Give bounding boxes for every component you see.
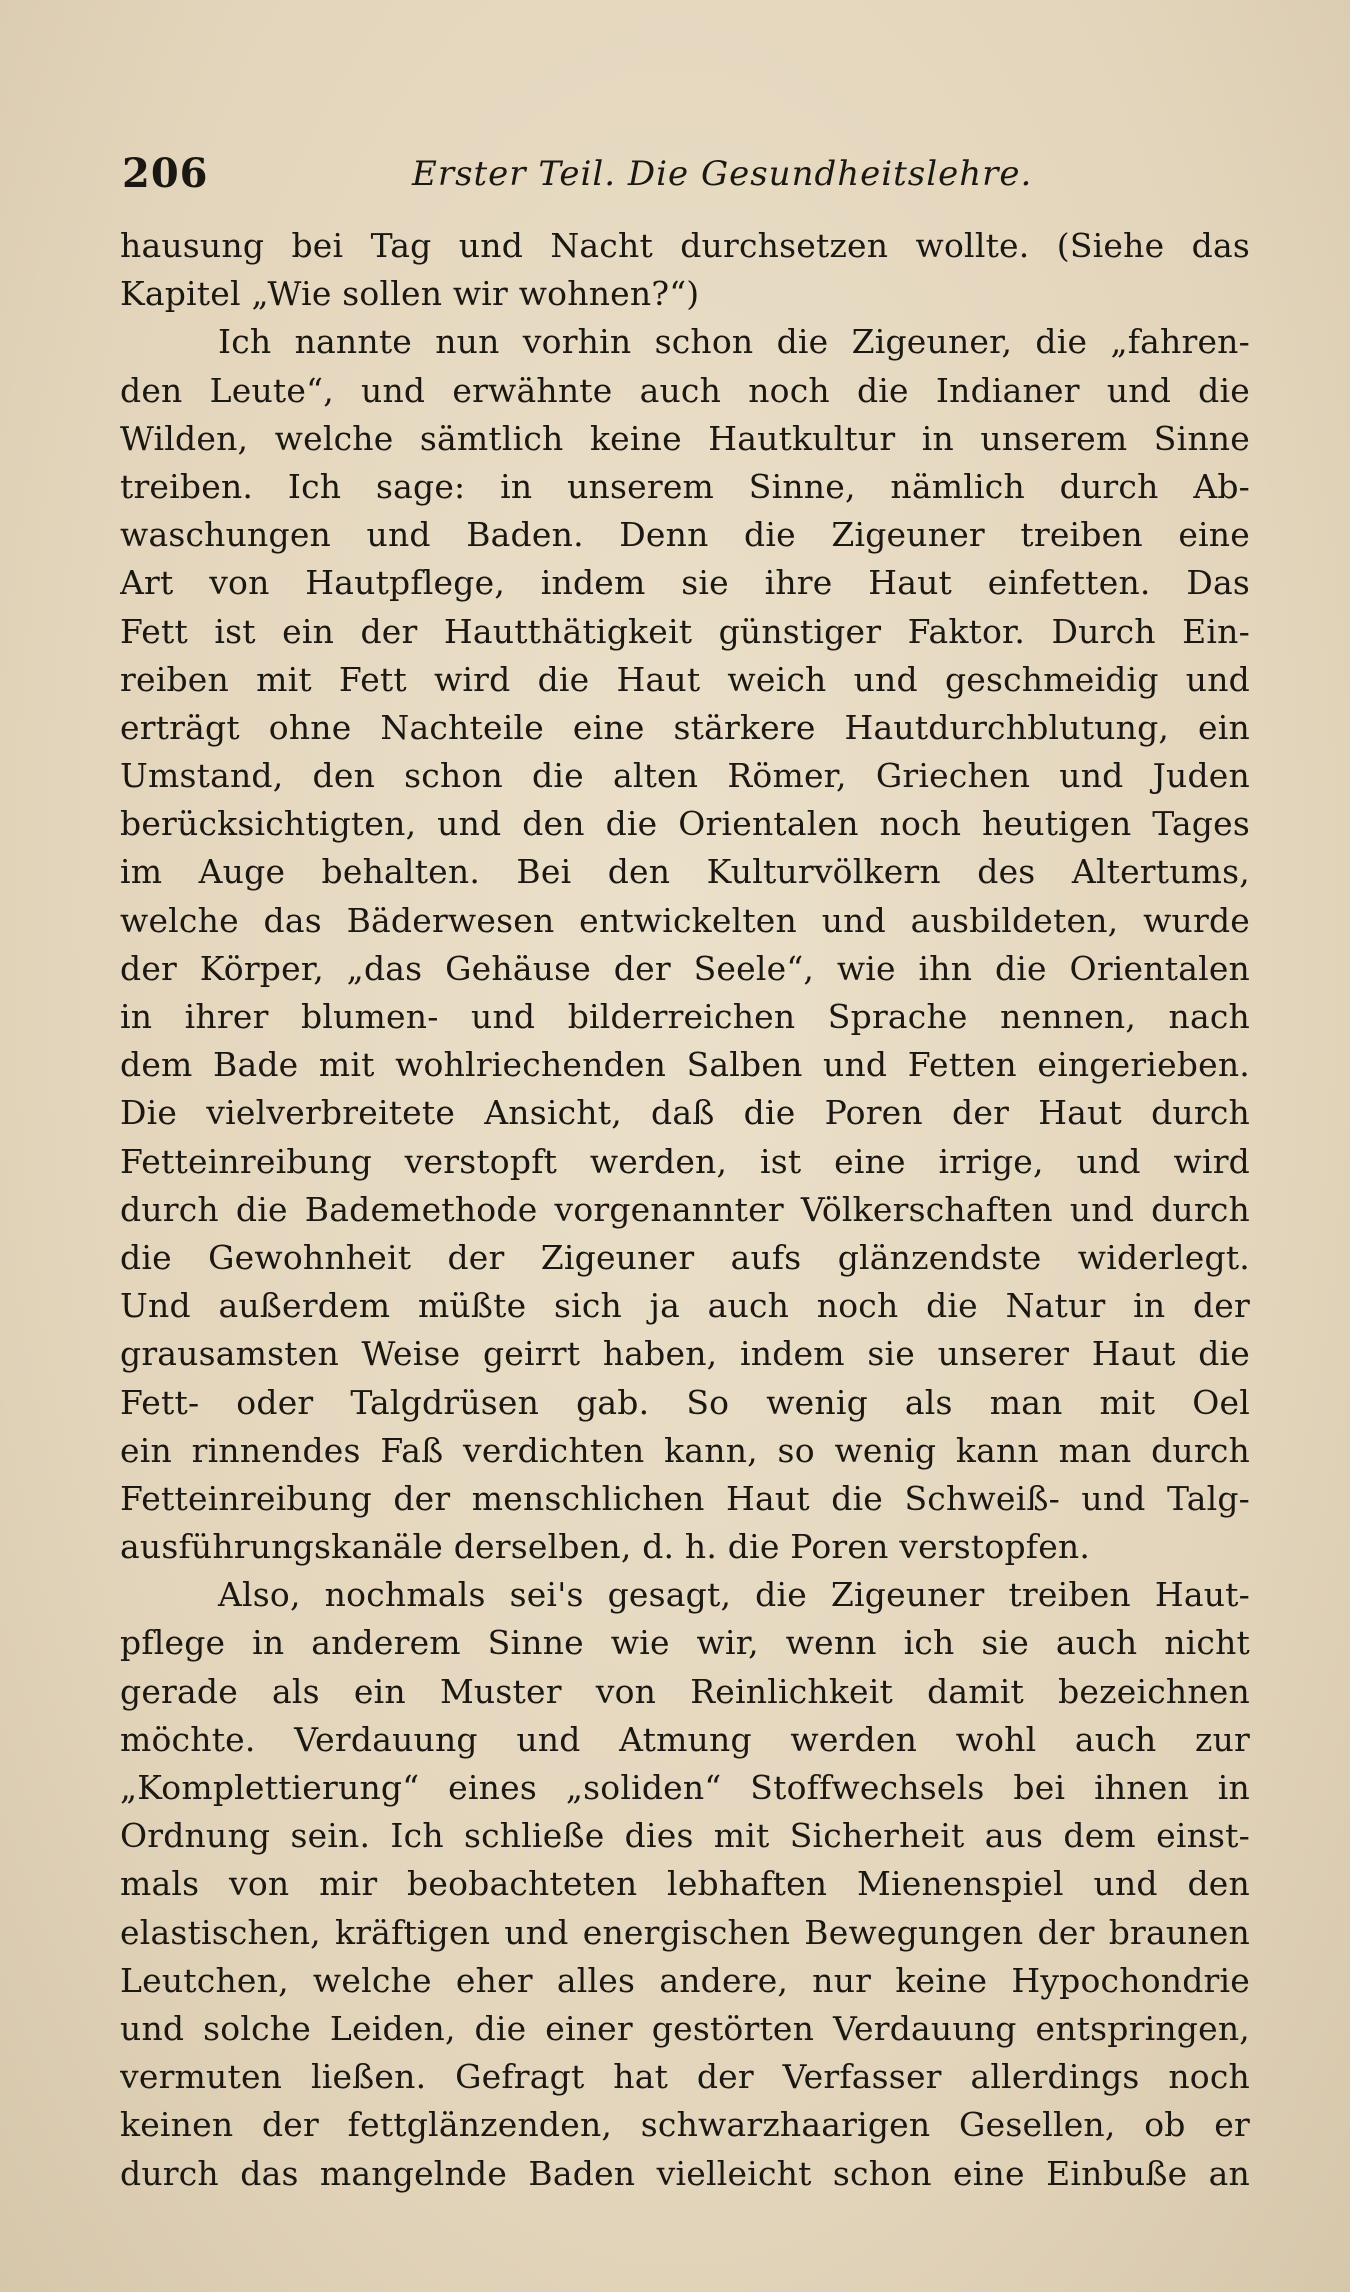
paragraph-first-line: Ich nannte nun vorhin schon die Zigeuner, die „fahren- xyxy=(218,322,1250,362)
text-line: die Gewohnheit der Zigeuner aufs glänzendste widerlegt. xyxy=(120,1237,1250,1277)
text-line: Umstand, den schon die alten Römer, Griechen und Juden xyxy=(120,756,1250,796)
running-head xyxy=(122,150,1252,210)
page-number: 206 xyxy=(122,150,209,197)
text-line: waschungen und Baden. Denn die Zigeuner treiben eine xyxy=(120,515,1250,555)
text-line: Fett ist ein der Hautthätigkeit günstiger Faktor. Durch Ein- xyxy=(120,611,1250,651)
text-line: reiben mit Fett wird die Haut weich und geschmeidig und xyxy=(120,659,1250,699)
text-line: dem Bade mit wohlriechenden Salben und Fetten eingerieben. xyxy=(120,1045,1250,1085)
text-line: gerade als ein Muster von Reinlichkeit damit bezeichnen xyxy=(120,1671,1250,1711)
text-line: elastischen, kräftigen und energischen Bewegungen der braunen xyxy=(120,1912,1250,1952)
text-line: Die vielverbreitete Ansicht, daß die Poren der Haut durch xyxy=(120,1093,1250,1133)
text-line: und solche Leiden, die einer gestörten Verdauung entspringen, xyxy=(120,2008,1250,2048)
text-line: erträgt ohne Nachteile eine stärkere Hautdurchblutung, ein xyxy=(120,707,1250,747)
text-line: Leutchen, welche eher alles andere, nur keine Hypochondrie xyxy=(120,1960,1250,2000)
text-line: pflege in anderem Sinne wie wir, wenn ich sie auch nicht xyxy=(120,1623,1250,1663)
text-line: Fetteinreibung der menschlichen Haut die Schweiß- und Talg- xyxy=(120,1478,1250,1518)
paragraph-first-line: Also, nochmals sei's gesagt, die Zigeuner treiben Haut- xyxy=(218,1575,1250,1615)
text-line: ein rinnendes Faß verdichten kann, so wenig kann man durch xyxy=(120,1430,1250,1470)
text-line: Kapitel „Wie sollen wir wohnen?“) xyxy=(120,274,700,314)
text-line: im Auge behalten. Bei den Kulturvölkern des Altertums, xyxy=(120,852,1250,892)
text-line: Fett- oder Talgdrüsen gab. So wenig als man mit Oel xyxy=(120,1382,1250,1422)
text-line: welche das Bäderwesen entwickelten und ausbildeten, wurde xyxy=(120,900,1250,940)
text-line: durch das mangelnde Baden vielleicht schon eine Einbuße an xyxy=(120,2153,1250,2193)
body-text xyxy=(120,222,1250,2198)
text-line: treiben. Ich sage: in unserem Sinne, nämlich durch Ab- xyxy=(120,466,1250,506)
text-line: Wilden, welche sämtlich keine Hautkultur in unserem Sinne xyxy=(120,418,1250,458)
text-line: Ordnung sein. Ich schließe dies mit Sicherheit aus dem einst- xyxy=(120,1816,1250,1856)
text-line: durch die Bademethode vorgenannter Völkerschaften und durch xyxy=(120,1189,1250,1229)
text-line: mals von mir beobachteten lebhaften Mienenspiel und den xyxy=(120,1864,1250,1904)
text-line: vermuten ließen. Gefragt hat der Verfasser allerdings noch xyxy=(120,2057,1250,2097)
text-line: Und außerdem müßte sich ja auch noch die Natur in der xyxy=(120,1286,1250,1326)
text-line: grausamsten Weise geirrt haben, indem sie unserer Haut die xyxy=(120,1334,1250,1374)
text-line: keinen der fettglänzenden, schwarzhaarigen Gesellen, ob er xyxy=(120,2105,1250,2145)
text-line: ausführungskanäle derselben, d. h. die Poren verstopfen. xyxy=(120,1527,1091,1567)
text-line: hausung bei Tag und Nacht durchsetzen wollte. (Siehe das xyxy=(120,226,1250,265)
text-line: in ihrer blumen- und bilderreichen Sprache nennen, nach xyxy=(120,997,1250,1036)
text-line: möchte. Verdauung und Atmung werden wohl auch zur xyxy=(120,1719,1250,1759)
running-title: Erster Teil. Die Gesundheitslehre. xyxy=(412,154,1033,194)
text-line: Art von Hautpflege, indem sie ihre Haut einfetten. Das xyxy=(120,563,1250,603)
text-line: berücksichtigten, und den die Orientalen noch heutigen Tages xyxy=(120,804,1250,844)
text-line: den Leute“, und erwähnte auch noch die Indianer und die xyxy=(120,370,1250,410)
text-line: „Komplettierung“ eines „soliden“ Stoffwechsels bei ihnen in xyxy=(120,1768,1250,1807)
text-line: Fetteinreibung verstopft werden, ist eine irrige, und wird xyxy=(120,1141,1250,1181)
text-line: der Körper, „das Gehäuse der Seele“, wie ihn die Orientalen xyxy=(120,948,1250,988)
